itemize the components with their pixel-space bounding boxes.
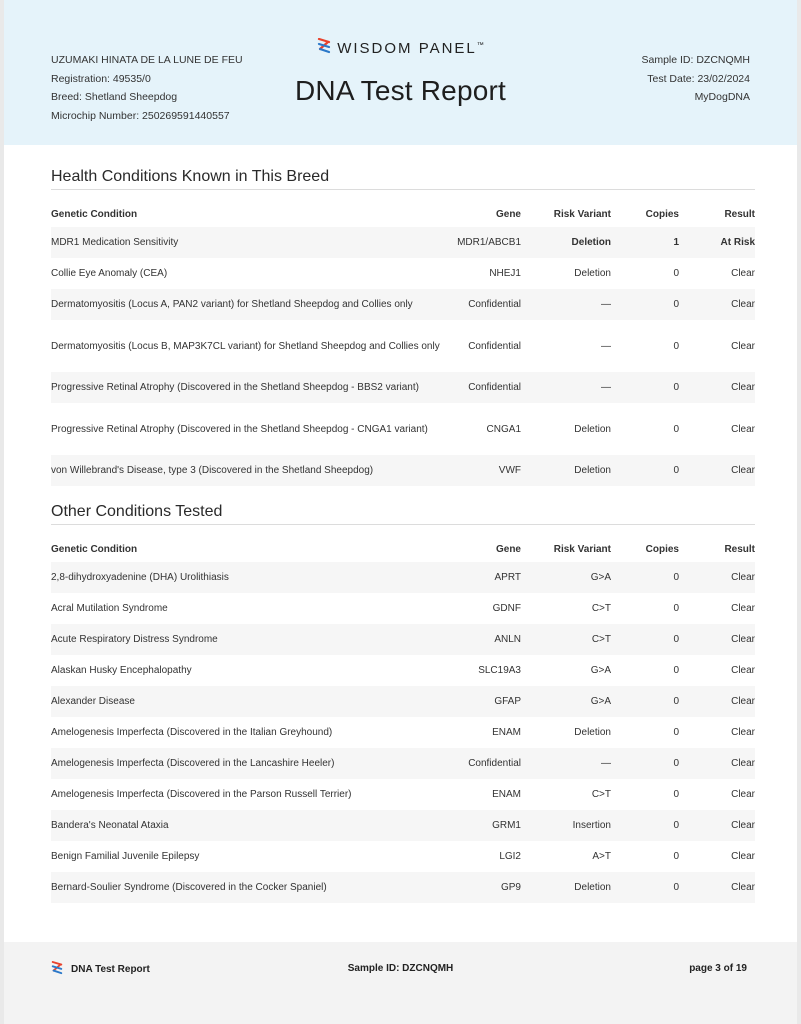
- cell-gene: CNGA1: [486, 423, 521, 435]
- cell-condition: Acral Mutilation Syndrome: [51, 603, 168, 614]
- report-footer: [4, 942, 797, 1024]
- cell-condition: Benign Familial Juvenile Epilepsy: [51, 851, 200, 862]
- cell-variant: Deletion: [571, 237, 611, 248]
- table-row: [51, 686, 755, 717]
- source: MyDogDNA: [694, 91, 750, 103]
- table-row: [51, 258, 755, 289]
- cell-gene: Confidential: [468, 382, 521, 393]
- table-row: [51, 593, 755, 624]
- table-row: [51, 810, 755, 841]
- sample-id: Sample ID: DZCNQMH: [641, 54, 750, 66]
- table-row: [51, 455, 755, 486]
- cell-condition: Collie Eye Anomaly (CEA): [51, 268, 168, 279]
- cell-variant: —: [601, 340, 611, 352]
- cell-variant: Deletion: [574, 268, 611, 279]
- cell-gene: APRT: [494, 572, 521, 583]
- cell-variant: Deletion: [574, 465, 611, 476]
- table-row: [51, 289, 755, 320]
- sample-info: [641, 51, 750, 107]
- cell-condition: Bernard-Soulier Syndrome (Discovered in the Cocker Spaniel): [51, 882, 327, 893]
- cell-copies: 0: [673, 851, 679, 862]
- footer-sample-id: Sample ID: DZCNQMH: [347, 963, 454, 974]
- test-date: Test Date: 23/02/2024: [647, 72, 750, 85]
- cell-gene: MDR1/ABCB1: [457, 237, 521, 248]
- cell-condition: Amelogenesis Imperfecta (Discovered in the Lancashire Heeler): [51, 758, 335, 769]
- col-copies: Copies: [645, 208, 679, 220]
- table-row: [51, 872, 755, 903]
- cell-condition: Bandera's Neonatal Ataxia: [51, 820, 169, 831]
- cell-condition: Amelogenesis Imperfecta (Discovered in the Italian Greyhound): [51, 727, 333, 738]
- cell-result: At Risk: [720, 237, 755, 248]
- report-page: [4, 0, 797, 1024]
- cell-copies: 0: [673, 268, 679, 279]
- cell-result: Clear: [731, 789, 755, 800]
- cell-copies: 0: [673, 665, 679, 676]
- cell-result: Clear: [731, 882, 755, 893]
- cell-result: Clear: [731, 572, 755, 583]
- cell-copies: 0: [673, 340, 679, 352]
- cell-condition: Dermatomyositis (Locus B, MAP3K7CL variant) for Shetland Sheepdog and Collies only: [51, 340, 440, 352]
- cell-condition: Dermatomyositis (Locus A, PAN2 variant) for Shetland Sheepdog and Collies only: [51, 299, 413, 310]
- cell-copies: 0: [673, 299, 679, 310]
- col-copies: Copies: [645, 543, 679, 555]
- cell-result: Clear: [731, 299, 755, 310]
- report-title: DNA Test Report: [294, 75, 507, 106]
- cell-condition: MDR1 Medication Sensitivity: [51, 237, 179, 248]
- cell-result: Clear: [731, 603, 755, 614]
- report-header: [4, 0, 797, 145]
- table-row: [51, 748, 755, 779]
- table-row: [51, 841, 755, 872]
- cell-condition: Alexander Disease: [51, 696, 135, 707]
- other-conditions-section: [51, 503, 755, 903]
- cell-variant: —: [601, 382, 611, 393]
- cell-variant: A>T: [592, 851, 611, 862]
- cell-variant: C>T: [591, 634, 611, 645]
- table-header: [51, 201, 755, 227]
- section-title: Other Conditions Tested: [51, 503, 755, 525]
- cell-copies: 0: [673, 382, 679, 393]
- cell-copies: 1: [673, 237, 679, 248]
- cell-variant: C>T: [591, 603, 611, 614]
- cell-result: Clear: [731, 727, 755, 738]
- cell-result: Clear: [731, 665, 755, 676]
- cell-condition: Progressive Retinal Atrophy (Discovered in the Shetland Sheepdog - CNGA1 variant): [51, 423, 428, 435]
- cell-condition: von Willebrand's Disease, type 3 (Discovered in the Shetland Sheepdog): [51, 465, 374, 476]
- table-row: [51, 624, 755, 655]
- col-variant: Risk Variant: [553, 208, 611, 220]
- cell-variant: G>A: [590, 665, 611, 676]
- cell-condition: Acute Respiratory Distress Syndrome: [51, 634, 218, 645]
- table-row: [51, 717, 755, 748]
- col-variant: Risk Variant: [553, 543, 611, 555]
- cell-gene: ENAM: [492, 727, 521, 738]
- cell-gene: GDNF: [492, 603, 521, 614]
- cell-condition: Amelogenesis Imperfecta (Discovered in the Parson Russell Terrier): [51, 789, 352, 800]
- cell-gene: GFAP: [494, 696, 521, 707]
- cell-gene: Confidential: [468, 758, 521, 769]
- cell-result: Clear: [731, 634, 755, 645]
- cell-result: Clear: [731, 423, 755, 435]
- col-gene: Gene: [495, 543, 521, 555]
- table-row: [51, 227, 755, 258]
- cell-copies: 0: [673, 572, 679, 583]
- cell-variant: —: [601, 758, 611, 769]
- col-condition: Genetic Condition: [51, 543, 138, 555]
- cell-result: Clear: [731, 851, 755, 862]
- col-condition: Genetic Condition: [51, 208, 138, 220]
- section-title: Health Conditions Known in This Breed: [51, 168, 755, 190]
- cell-variant: Deletion: [574, 882, 611, 893]
- cell-variant: G>A: [590, 696, 611, 707]
- microchip: Microchip Number: 250269591440557: [51, 109, 230, 122]
- cell-condition: Progressive Retinal Atrophy (Discovered in the Shetland Sheepdog - BBS2 variant): [51, 382, 419, 393]
- table-row: [51, 562, 755, 593]
- cell-copies: 0: [673, 634, 679, 645]
- cell-gene: ANLN: [494, 634, 521, 645]
- table-row: [51, 403, 755, 455]
- cell-variant: —: [601, 299, 611, 310]
- table-row: [51, 320, 755, 372]
- table-row: [51, 779, 755, 810]
- cell-gene: Confidential: [468, 340, 521, 352]
- cell-copies: 0: [673, 423, 679, 435]
- brand-name: WISDOM PANEL™: [337, 40, 484, 57]
- cell-result: Clear: [731, 758, 755, 769]
- cell-variant: C>T: [591, 789, 611, 800]
- cell-gene: GRM1: [492, 820, 521, 831]
- cell-condition: 2,8-dihydroxyadenine (DHA) Urolithiasis: [51, 572, 229, 583]
- wisdom-panel-logo-icon: [317, 38, 331, 59]
- cell-copies: 0: [673, 789, 679, 800]
- cell-gene: SLC19A3: [478, 665, 521, 676]
- col-result: Result: [724, 543, 755, 555]
- cell-copies: 0: [673, 882, 679, 893]
- dog-name: UZUMAKI HINATA DE LA LUNE DE FEU: [51, 54, 243, 66]
- cell-gene: NHEJ1: [489, 268, 521, 279]
- cell-variant: G>A: [590, 572, 611, 583]
- cell-condition: Alaskan Husky Encephalopathy: [51, 665, 192, 676]
- cell-copies: 0: [673, 758, 679, 769]
- table-header: [51, 536, 755, 562]
- cell-gene: VWF: [498, 465, 521, 476]
- cell-result: Clear: [731, 696, 755, 707]
- cell-copies: 0: [673, 465, 679, 476]
- table-row: [51, 655, 755, 686]
- cell-gene: ENAM: [492, 789, 521, 800]
- cell-copies: 0: [673, 820, 679, 831]
- cell-gene: LGI2: [499, 851, 521, 862]
- col-gene: Gene: [495, 208, 521, 220]
- cell-result: Clear: [731, 268, 755, 279]
- cell-copies: 0: [673, 727, 679, 738]
- cell-copies: 0: [673, 603, 679, 614]
- cell-variant: Deletion: [574, 727, 611, 738]
- cell-result: Clear: [731, 340, 755, 352]
- cell-gene: Confidential: [468, 299, 521, 310]
- cell-gene: GP9: [500, 882, 521, 893]
- cell-result: Clear: [731, 820, 755, 831]
- footer-title: DNA Test Report: [71, 964, 150, 975]
- breed-conditions-section: [51, 168, 755, 486]
- breed: Breed: Shetland Sheepdog: [51, 91, 178, 103]
- table-row: [51, 372, 755, 403]
- col-result: Result: [724, 208, 755, 220]
- registration: Registration: 49535/0: [51, 72, 151, 85]
- cell-copies: 0: [673, 696, 679, 707]
- cell-variant: Insertion: [572, 820, 611, 831]
- cell-variant: Deletion: [574, 423, 611, 435]
- cell-result: Clear: [731, 465, 755, 476]
- cell-result: Clear: [731, 382, 755, 393]
- page-number: page 3 of 19: [689, 963, 747, 974]
